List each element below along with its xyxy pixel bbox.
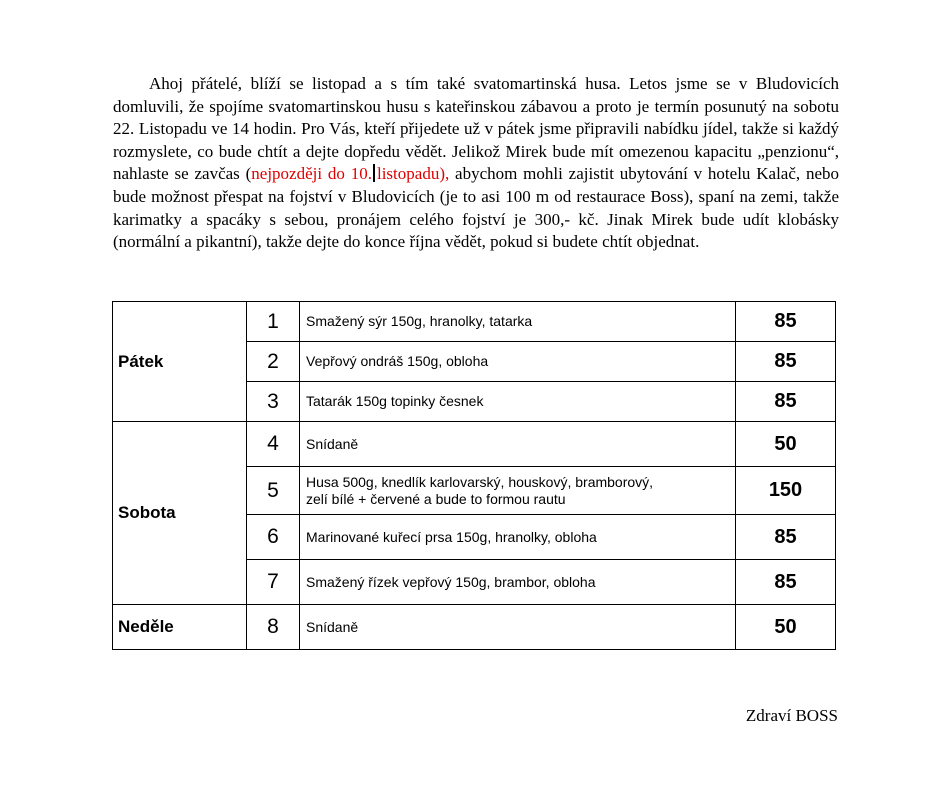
dish-price: 50: [736, 605, 836, 650]
deadline-highlight-part2: listopadu),: [376, 164, 450, 184]
dish-name: Smažený řízek vepřový 150g, brambor, obloha: [300, 560, 736, 605]
dish-name: Tatarák 150g topinky česnek: [300, 382, 736, 422]
day-cell-friday: Pátek: [113, 302, 247, 422]
letter-text-intro: Ahoj přátelé, blíží se listopad a s tím také svatomartinská husa. Letos jsme se v Bludovicích domluvili, že spojíme svatomartinskou husu s kateřinskou zábavou a proto je termín posunutý na sobotu 22. Listopadu ve 14 hodin. Pro Vás, kteří přijedete už v pátek jsme připravili nabídku jídel, takže si každý rozmyslete, co bude chtít a dejte dopředu vědět. Jelikož Mirek bude mít omezenou kapacitu „penzionu“, nahlaste se zavčas (: [113, 74, 839, 184]
letter-text-outro: abychom mohli zajistit ubytování v hotelu Kalač, nebo bude možnost přespat na fojství v Bludovicích (je to asi 100 m od restaurace Boss), spaní na zemi, takže karimatky a spacáky s sebou, pronájem celého fojství je 300,- kč. Jinak Mirek bude udít klobásky (normální a pikantní), takže dejte do konce října vědět, pokud si budete chtít objednat.: [113, 164, 839, 252]
dish-name: Snídaně: [300, 605, 736, 650]
dish-name-line2: zelí bílé + červené a bude to formou rautu: [306, 490, 566, 507]
letter-paragraph: [113, 73, 839, 254]
signature: Zdraví BOSS: [745, 706, 838, 725]
dish-price: 85: [736, 342, 836, 382]
dish-number: 1: [247, 302, 300, 342]
dish-price: 50: [736, 422, 836, 467]
table-row: [113, 605, 836, 650]
dish-name: Marinované kuřecí prsa 150g, hranolky, obloha: [300, 515, 736, 560]
dish-number: 3: [247, 382, 300, 422]
dish-price: 85: [736, 515, 836, 560]
letter-body: [113, 73, 839, 254]
dish-price: 85: [736, 302, 836, 342]
dish-name-line1: Husa 500g, knedlík karlovarský, houskový, bramborový,: [306, 473, 654, 490]
table-row: [113, 422, 836, 467]
dish-number: 8: [247, 605, 300, 650]
dish-price: 150: [736, 467, 836, 515]
dish-number: 2: [247, 342, 300, 382]
dish-price: 85: [736, 560, 836, 605]
dish-name: Snídaně: [300, 422, 736, 467]
text-cursor: [373, 164, 375, 182]
deadline-highlight-part1: nejpozději do 10.: [251, 164, 372, 184]
dish-number: 5: [247, 467, 300, 515]
dish-name: Vepřový ondráš 150g, obloha: [300, 342, 736, 382]
menu-table: [112, 301, 836, 650]
dish-price: 85: [736, 382, 836, 422]
table-row: [113, 302, 836, 342]
dish-number: 7: [247, 560, 300, 605]
dish-name: Smažený sýr 150g, hranolky, tatarka: [300, 302, 736, 342]
dish-number: 6: [247, 515, 300, 560]
dish-name: [300, 467, 736, 515]
day-cell-sunday: Neděle: [113, 605, 247, 650]
dish-number: 4: [247, 422, 300, 467]
day-cell-saturday: Sobota: [113, 422, 247, 605]
